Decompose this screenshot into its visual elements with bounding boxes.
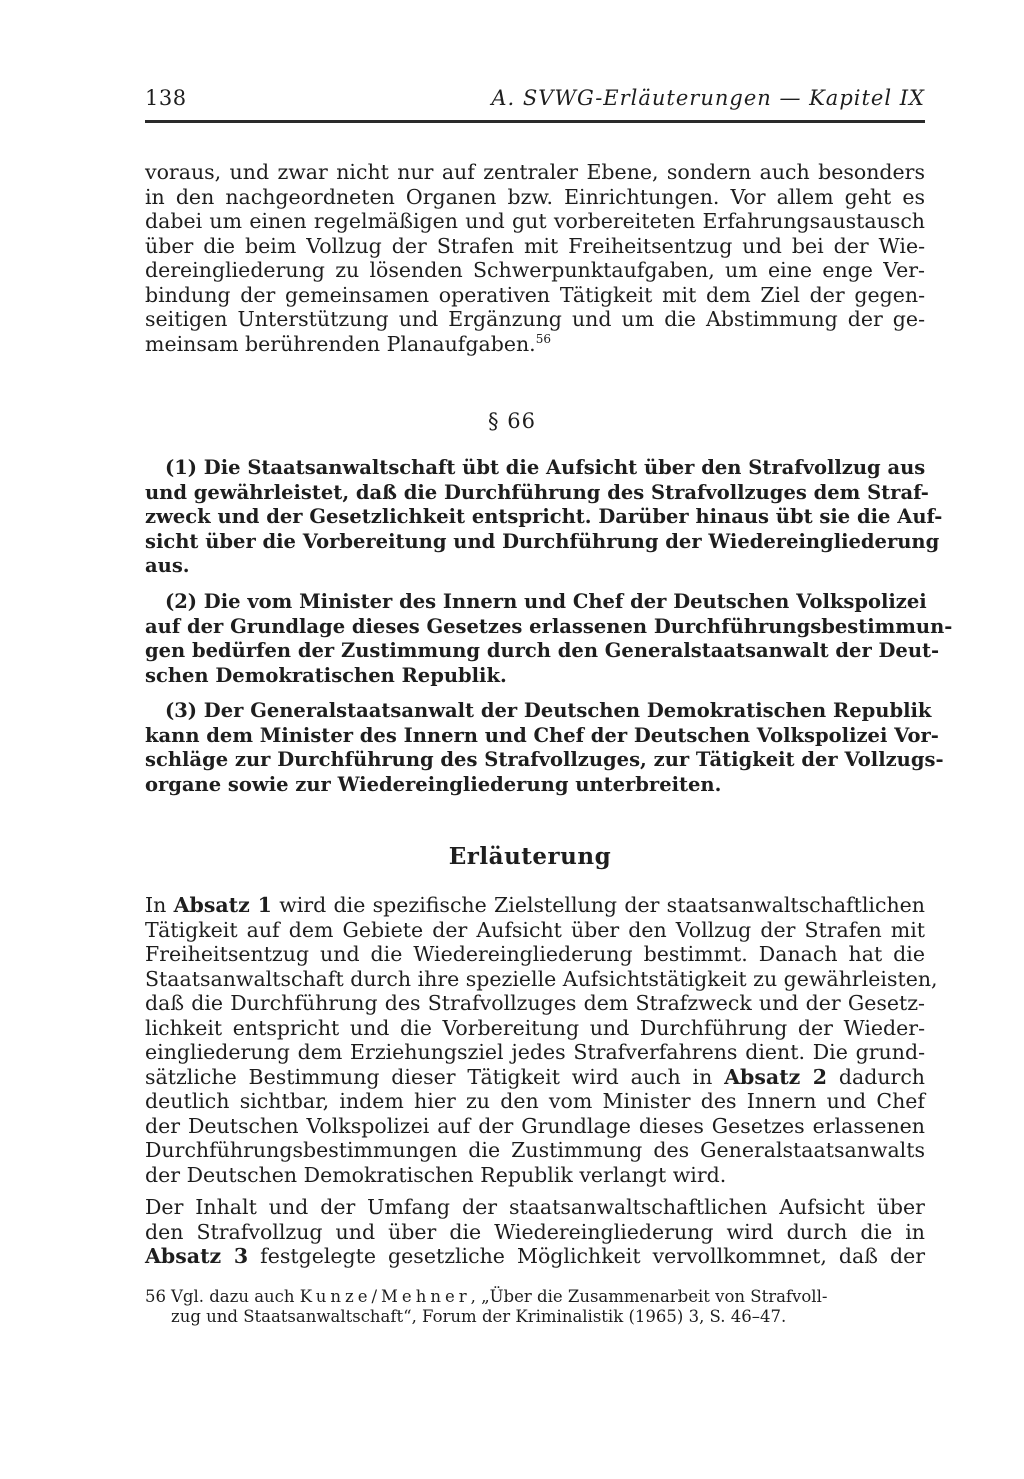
text-line: den Strafvollzug und über die Wiedereingliederung wird durch die in: [145, 1219, 925, 1244]
text-line: eingliederung dem Erziehungsziel jedes Strafverfahrens dient. Die grund-: [145, 1040, 925, 1064]
section-sign: § 66: [488, 409, 536, 433]
law-line: sicht über die Vorbereitung und Durchführung der Wiedereingliederung: [145, 529, 940, 553]
footnote-number: 56: [145, 1287, 166, 1306]
text-line: in den nachgeordneten Organen bzw. Einrichtungen. Vor allem geht es: [145, 184, 925, 209]
text-line: dabei um einen regelmäßigen und gut vorbereiteten Erfahrungsaustausch: [145, 209, 925, 233]
law-line: (3) Der Generalstaatsanwalt der Deutschen Demokratischen Republik: [165, 699, 932, 722]
text-line: bindung der gemeinsamen operativen Tätigkeit mit dem Ziel der gegen-: [145, 282, 925, 307]
text-run: dadurch: [827, 1064, 926, 1089]
law-line-last: organe sowie zur Wiedereingliederung unterbreiten.: [145, 772, 722, 796]
text-run: sätzliche Bestimmung dieser Tätigkeit wird auch in: [145, 1064, 725, 1089]
text-run: Vgl. dazu auch: [171, 1287, 300, 1306]
text-line: über die beim Vollzug der Strafen mit Freiheitsentzug und bei der Wie-: [145, 233, 925, 258]
law-line: (1) Die Staatsanwaltschaft übt die Aufsicht über den Strafvollzug aus: [165, 456, 926, 479]
page-header: [145, 84, 925, 114]
law-line: zweck und der Gesetzlichkeit entspricht. Darüber hinaus übt sie die Auf-: [145, 505, 943, 528]
text-run: In: [145, 893, 174, 917]
text-line: [145, 893, 925, 918]
text-line-last: [145, 332, 925, 357]
law-line: und gewährleistet, daß die Durchführung des Strafvollzuges dem Straf-: [145, 480, 929, 504]
text-line: Staatsanwaltschaft durch ihre spezielle Aufsichtstätigkeit zu gewährleisten,: [145, 966, 938, 991]
running-head: A. SVWG-Erläuterungen — Kapitel IX: [491, 86, 925, 110]
commentary-paragraph-2: [145, 1195, 925, 1269]
text-line: daß die Durchführung des Strafvollzuges dem Strafzweck und der Gesetz-: [145, 991, 925, 1015]
law-paragraph-2: [145, 590, 953, 688]
law-paragraph-3: [145, 699, 944, 797]
law-line-last: aus.: [145, 554, 190, 577]
text-line: voraus, und zwar nicht nur auf zentraler Ebene, sondern auch besonders: [145, 160, 925, 184]
intro-last-line: meinsam berührenden Planaufgaben.: [145, 331, 536, 356]
text-run: festgelegte gesetzliche Möglichkeit vervollkommnet, daß der: [248, 1244, 926, 1268]
text-line: Tätigkeit auf dem Gebiete der Aufsicht über den Vollzug der Strafen mit: [145, 917, 925, 942]
commentary-heading: Erläuterung: [448, 843, 612, 870]
text-line: dereingliederung zu lösenden Schwerpunktaufgaben, um eine enge Ver-: [145, 258, 925, 282]
text-line: Der Inhalt und der Umfang der staatsanwaltschaftlichen Aufsicht über: [145, 1195, 925, 1219]
header-rule: [145, 120, 925, 123]
law-line: kann dem Minister des Innern und Chef der Deutschen Volkspolizei Vor-: [145, 723, 939, 747]
law-line: auf der Grundlage dieses Gesetzes erlassenen Durchführungsbestimmun-: [145, 614, 953, 638]
bold-reference: Absatz 1: [173, 893, 272, 917]
law-line-last: schen Demokratischen Republik.: [145, 663, 507, 687]
footnote-line: [145, 1287, 925, 1307]
text-line: seitigen Unterstützung und Ergänzung und um die Abstimmung der ge-: [145, 307, 925, 331]
bold-reference: Absatz 3: [145, 1244, 249, 1268]
footnote-line: zug und Staatsanwaltschaft“, Forum der Kriminalistik (1965) 3, S. 46–47.: [171, 1307, 787, 1326]
footnote-author: Kunze/Mehner: [299, 1287, 471, 1306]
page-number: 138: [145, 86, 187, 110]
law-line: gen bedürfen der Zustimmung durch den Generalstaatsanwalt der Deut-: [145, 639, 940, 662]
bold-reference: Absatz 2: [724, 1064, 828, 1089]
law-line: schläge zur Durchführung des Strafvollzuges, zur Tätigkeit der Vollzugs-: [145, 748, 944, 771]
text-line: deutlich sichtbar, indem hier zu den vom Minister des Innern und Chef: [145, 1089, 925, 1113]
text-line: [145, 1065, 925, 1090]
text-line-last: der Deutschen Demokratischen Republik verlangt wird.: [145, 1162, 727, 1187]
footnote-reference: 56: [535, 331, 551, 346]
text-run: , „Über die Zusammenarbeit von Strafvoll-: [470, 1287, 828, 1306]
text-line: lichkeit entspricht und die Vorbereitung und Durchführung der Wieder-: [145, 1015, 925, 1040]
text-line: [145, 1244, 925, 1269]
text-line: der Deutschen Volkspolizei auf der Grundlage dieses Gesetzes erlassenen: [145, 1113, 925, 1138]
text-run: wird die spezifische Zielstellung der staatsanwaltschaftlichen: [271, 893, 926, 917]
text-line: Durchführungsbestimmungen die Zustimmung des Generalstaatsanwalts: [145, 1138, 925, 1162]
law-line: (2) Die vom Minister des Innern und Chef der Deutschen Volkspolizei: [165, 590, 927, 613]
commentary-paragraph-1: [145, 893, 938, 1187]
footnotes: [145, 1287, 925, 1327]
text-line: Freiheitsentzug und die Wiedereingliederung bestimmt. Danach hat die: [145, 942, 925, 966]
intro-paragraph: [145, 160, 925, 356]
law-paragraph-1: [145, 456, 943, 579]
